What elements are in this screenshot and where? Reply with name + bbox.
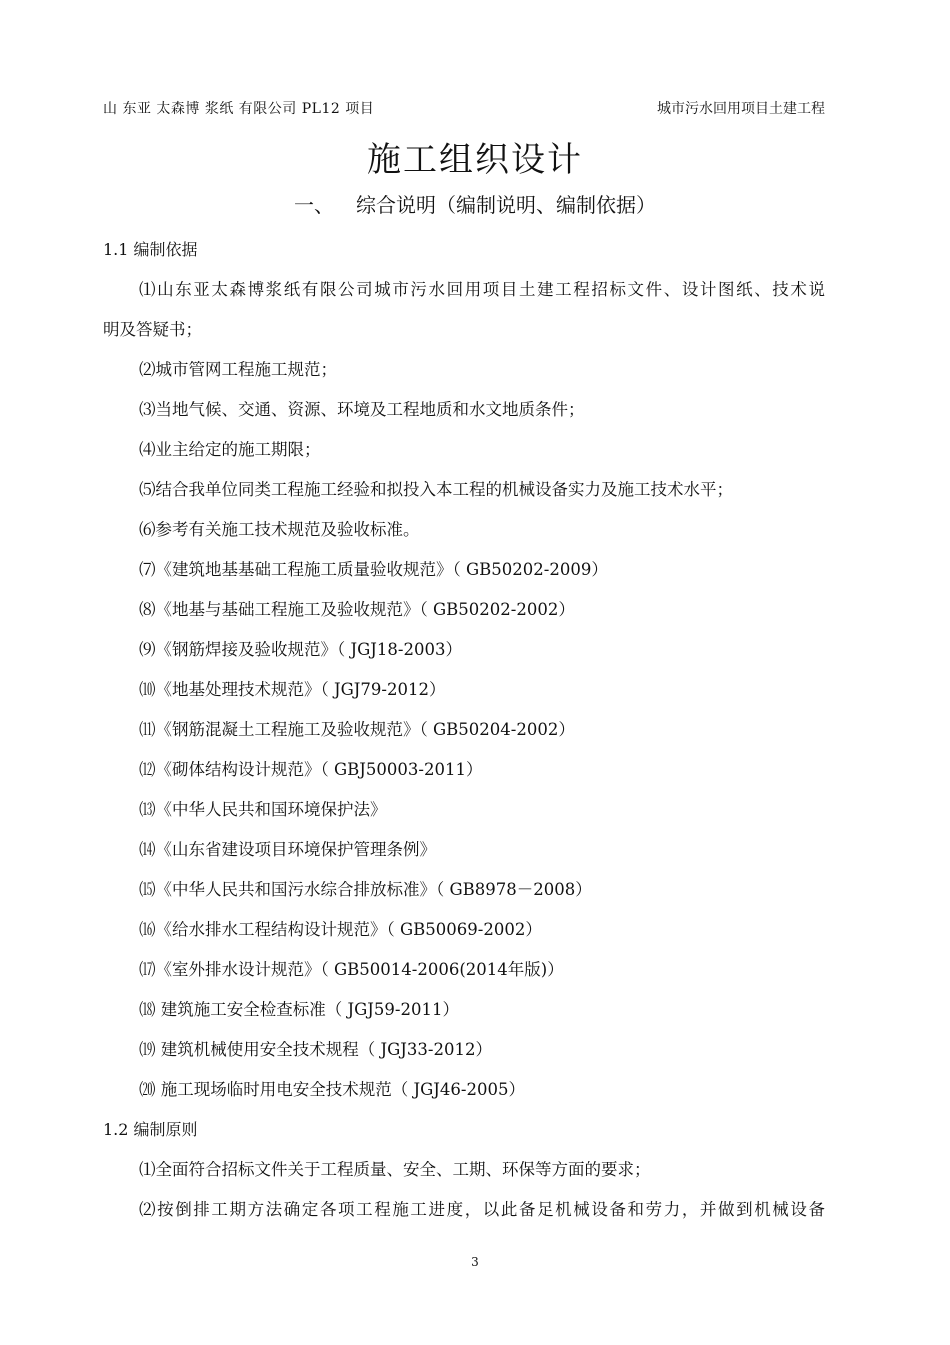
document-title: 施工组织设计 — [367, 140, 583, 180]
list-item: ⑸结合我单位同类工程施工经验和拟投入本工程的机械设备实力及施工技术水平； — [139, 480, 733, 499]
list-item: ⑺《建筑地基基础工程施工质量验收规范》（ GB50202-2009） — [139, 560, 608, 579]
body-content — [103, 230, 825, 1230]
list-item: ⒂《中华人民共和国污水综合排放标准》（ GB8978－2008） — [139, 880, 592, 899]
list-item: ⒁《山东省建设项目环境保护管理条例》 — [139, 840, 436, 859]
list-item: ⒆ 建筑机械使用安全技术规程（ JGJ33-2012） — [139, 1040, 492, 1059]
list-item: ⑷业主给定的施工期限； — [139, 440, 321, 459]
list-item: ⑾《钢筋混凝土工程施工及验收规范》（ GB50204-2002） — [139, 720, 575, 739]
list-item: ⑵按倒排工期方法确定各项工程施工进度，以此备足机械设备和劳力，并做到机械设备 — [139, 1200, 825, 1219]
section-heading — [0, 190, 950, 220]
list-item: ⑴全面符合招标文件关于工程质量、安全、工期、环保等方面的要求； — [139, 1160, 651, 1179]
list-item: ⒀《中华人民共和国环境保护法》 — [139, 800, 387, 819]
list-item: ⑻《地基与基础工程施工及验收规范》（ GB50202-2002） — [139, 600, 575, 619]
list-item: ⑶当地气候、交通、资源、环境及工程地质和水文地质条件； — [139, 400, 585, 419]
header-project-name: 城市污水回用项目土建工程 — [657, 101, 825, 117]
header-company-project: 山 东亚 太森博 浆纸 有限公司 PL12 项目 — [103, 101, 375, 117]
list-item: ⒇ 施工现场临时用电安全技术规范（ JGJ46-2005） — [139, 1080, 525, 1099]
list-item: ⑹参考有关施工技术规范及验收标准。 — [139, 520, 420, 539]
section-title-text: 综合说明（编制说明、编制依据） — [356, 193, 656, 217]
list-item: ⑽《地基处理技术规范》（ JGJ79-2012） — [139, 680, 446, 699]
list-item: ⒄《室外排水设计规范》（ GB50014-2006(2014年版)） — [139, 960, 564, 979]
list-item: ⑵城市管网工程施工规范； — [139, 360, 337, 379]
list-item: ⒅ 建筑施工安全检查标准（ JGJ59-2011） — [139, 1000, 459, 1019]
list-item: ⑼《钢筋焊接及验收规范》（ JGJ18-2003） — [139, 640, 462, 659]
page-number: 3 — [471, 1255, 479, 1269]
list-item: ⑴山东亚太森博浆纸有限公司城市污水回用项目土建工程招标文件、设计图纸、技术说 — [139, 280, 825, 299]
subsection-heading-principles: 1.2 编制原则 — [103, 1120, 198, 1139]
list-item-continuation: 明及答疑书； — [103, 320, 202, 339]
section-number: 一、 — [294, 193, 334, 217]
list-item: ⒃《给水排水工程结构设计规范》（ GB50069-2002） — [139, 920, 542, 939]
list-item: ⑿《砌体结构设计规范》（ GBJ50003-2011） — [139, 760, 483, 779]
subsection-heading-basis: 1.1 编制依据 — [103, 240, 198, 259]
